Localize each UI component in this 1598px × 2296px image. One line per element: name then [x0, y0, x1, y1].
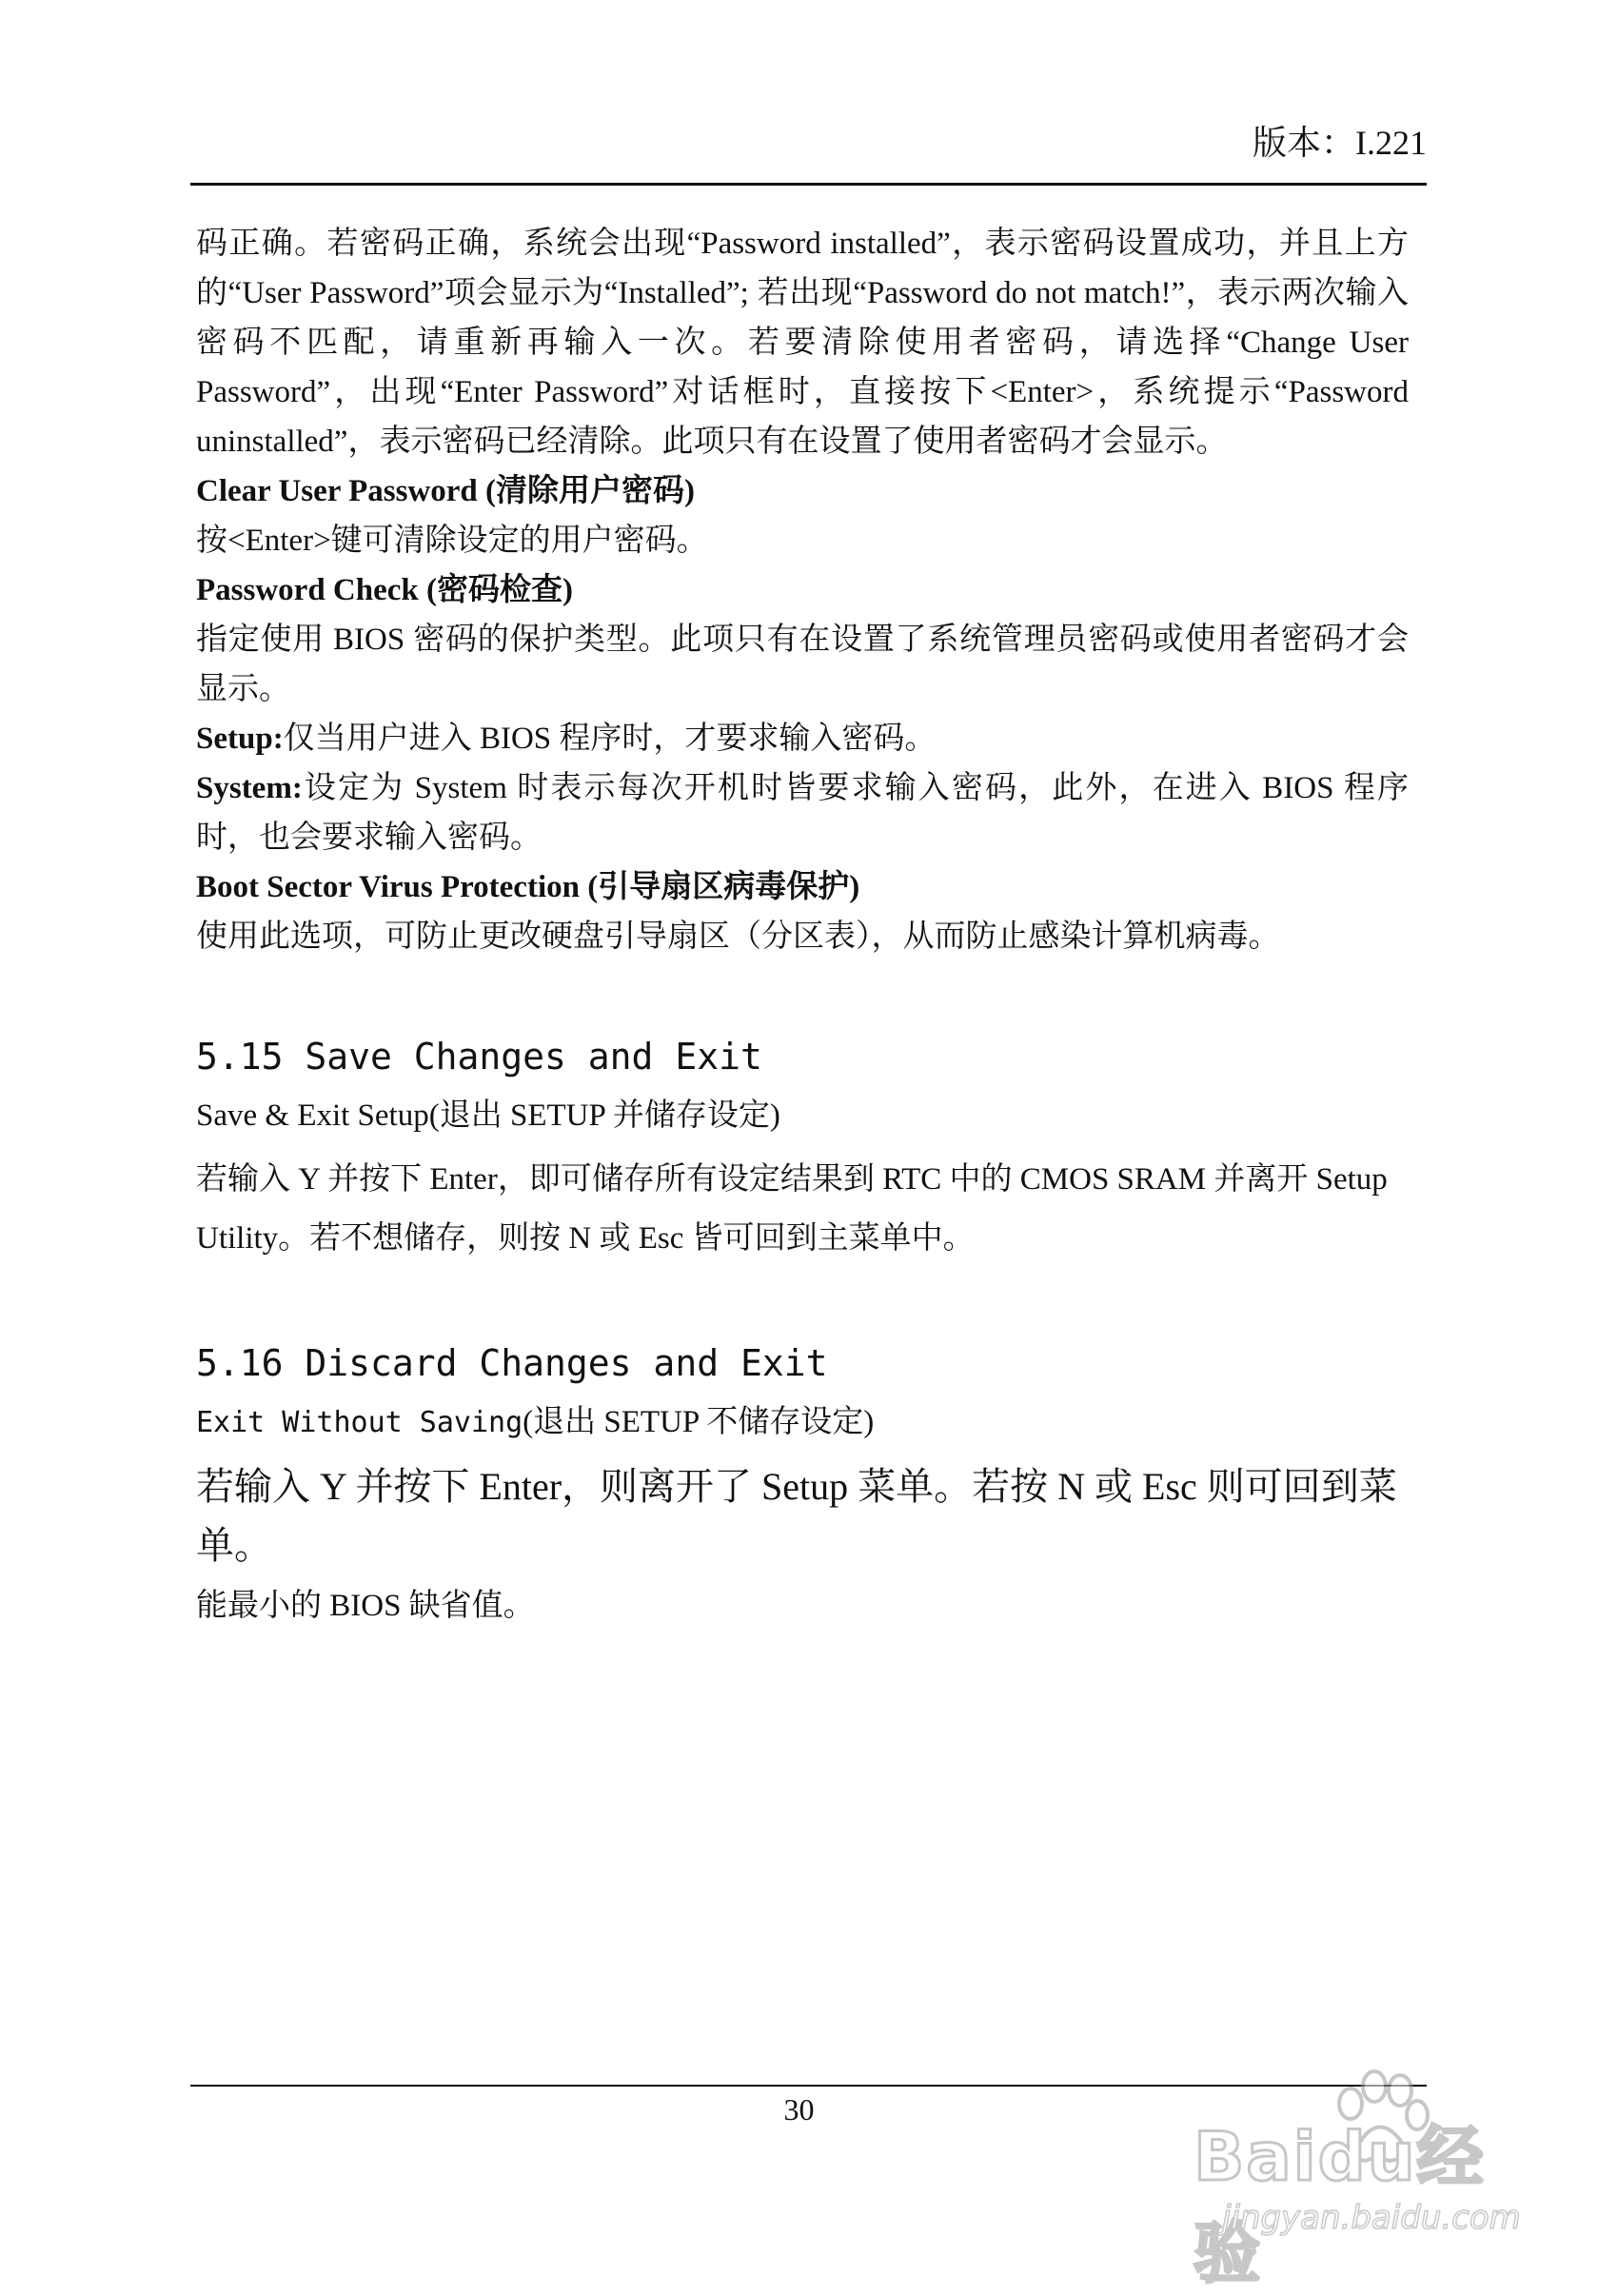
- section-516-text: 若输入 Y 并按下 Enter，则离开了 Setup 菜单。若按 N 或 Esc 则可回到菜单。: [196, 1465, 1397, 1567]
- intro-paragraph: 码正确。若密码正确，系统会出现“Password installed”，表示密码设置成功，并且上方的“User Password”项会显示为“Installed”; 若出现“Password do not match!”，表示两次输入密码不匹配，请重新再输入一次。若要清除使用者密码，请选择“Change User Password”，出现“Enter Password”对话框时，直接按下<Enter>，系统提示“Password uninstalled”，表示密码已经清除。此项只有在设置了使用者密码才会显示。: [196, 227, 1409, 459]
- setup-option: [196, 714, 1409, 763]
- section-516-title: 5.16 Discard Changes and Exit: [196, 1342, 828, 1384]
- header-version: 版本：I.221: [1253, 124, 1427, 162]
- virus-protection-text: 使用此选项，可防止更改硬盘引导扇区（分区表），从而防止感染计算机病毒。: [196, 920, 1280, 954]
- setup-label: Setup:: [196, 722, 284, 756]
- header-rule: [190, 183, 1427, 186]
- page-number: 30: [783, 2092, 815, 2127]
- section-516-subtitle-rest: (退出 SETUP 不储存设定): [523, 1405, 875, 1439]
- virus-protection-heading: Boot Sector Virus Protection (引导扇区病毒保护): [196, 870, 860, 904]
- watermark-brand: Baidu经验: [1194, 2118, 1486, 2292]
- section-515-text: 若输入 Y 并按下 Enter，即可储存所有设定结果到 RTC 中的 CMOS SRAM 并离开 Setup Utility。若不想储存，则按 N 或 Esc 皆可回到主菜单中。: [196, 1162, 1388, 1256]
- password-check-text: 指定使用 BIOS 密码的保护类型。此项只有在设置了系统管理员密码或使用者密码才会显示。: [196, 623, 1409, 706]
- watermark-url: jingyan.baidu.com: [1222, 2199, 1521, 2237]
- section-516-note: 能最小的 BIOS 缺省值。: [196, 1589, 535, 1623]
- section-516-subtitle: [196, 1397, 1409, 1448]
- system-option: [196, 763, 1409, 862]
- page-content: [196, 219, 1409, 1631]
- clear-password-heading: Clear User Password (清除用户密码): [196, 474, 695, 508]
- baidu-watermark: [1184, 2094, 1521, 2292]
- system-label: System:: [196, 771, 303, 805]
- password-check-heading: Password Check (密码检查): [196, 573, 573, 607]
- system-text: 设定为 System 时表示每次开机时皆要求输入密码，此外，在进入 BIOS 程序时，也会要求输入密码。: [196, 771, 1409, 855]
- clear-password-text: 按<Enter>键可清除设定的用户密码。: [196, 524, 708, 558]
- section-515-subtitle: Save & Exit Setup(退出 SETUP 并储存设定): [196, 1099, 780, 1133]
- setup-text: 仅当用户进入 BIOS 程序时，才要求输入密码。: [283, 722, 937, 756]
- section-516-subtitle-mono: Exit Without Saving: [196, 1406, 523, 1439]
- footer-rule: [190, 2085, 1427, 2087]
- section-515-title: 5.15 Save Changes and Exit: [196, 1036, 762, 1078]
